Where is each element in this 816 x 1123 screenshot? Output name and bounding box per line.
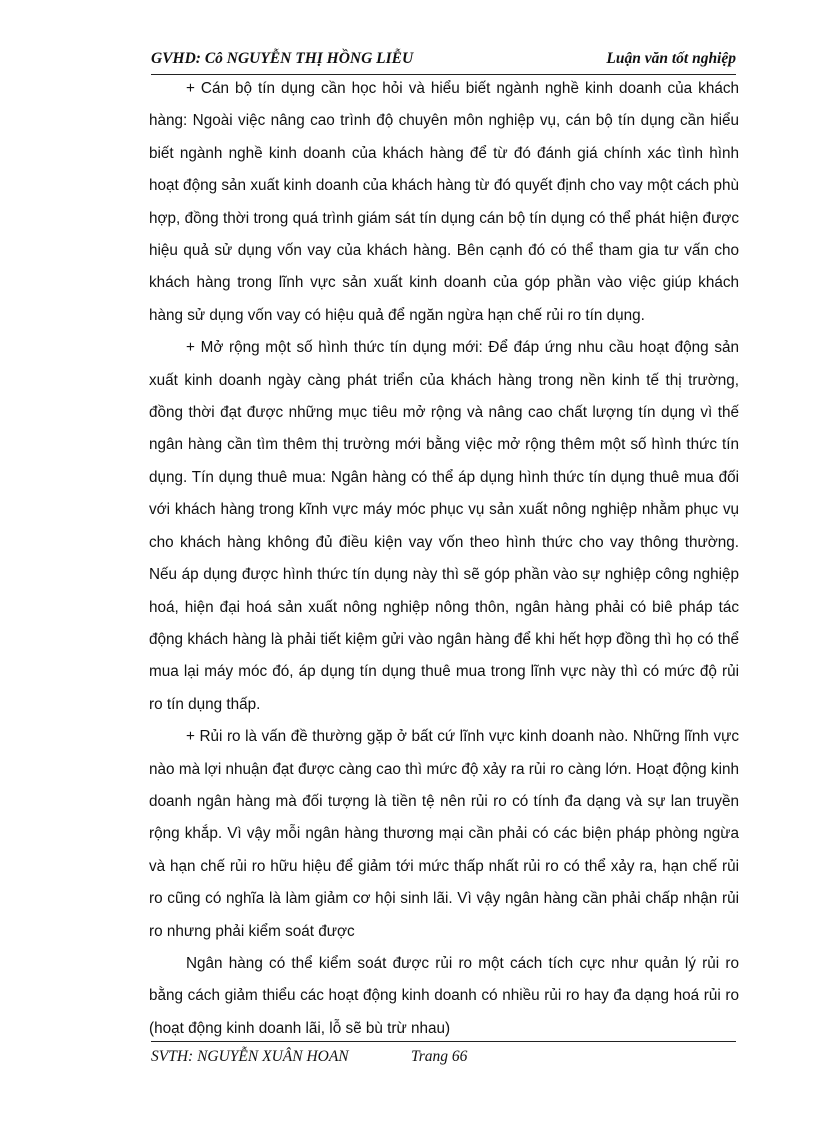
body-text [149, 73, 739, 1045]
header-supervisor: GVHD: Cô NGUYỄN THỊ HỒNG LIỄU [151, 50, 414, 67]
footer-page-number: Trang 66 [411, 1048, 468, 1065]
paragraph-new-credit-forms: + Mở rộng một số hình thức tín dụng mới: Để đáp ứng nhu cầu hoạt động sản xuất kinh doanh ngày càng phát triển của khách hàng trong nền kinh tế thị trường, đồng thời đạt được những mục tiêu mở rộng và nâng cao chất lượng tín dụng vì thế ngân hàng cần tìm thêm thị trường mới bằng việc mở rộng thêm một số hình thức tín dụng. Tín dụng thuê mua: Ngân hàng có thể áp dụng hình thức tín dụng thuê mua đối với khách hàng trong kĩnh vực máy móc phục vụ sản xuất nông nghiệp nhằm phục vụ cho khách hàng không đủ điều kiện vay vốn theo hình thức cho vay thông thường. Nếu áp dụng được hình thức tín dụng này thì sẽ góp phần vào sự nghiệp công nghiệp hoá, hiện đại hoá sản xuất nông nghiệp nông thôn, ngân hàng phải có biê pháp tác động khách hàng là phải tiết kiệm gửi vào ngân hàng để khi hết hợp đồng thì họ có thể mua lại máy móc đó, áp dụng tín dụng thuê mua trong lĩnh vực này thì có mức độ rủi ro tín dụng thấp. [149, 339, 739, 713]
paragraph-risk: + Rủi ro là vấn đề thường gặp ở bất cứ lĩnh vực kinh doanh nào. Những lĩnh vực nào mà lợi nhuận đạt được càng cao thì mức độ xảy ra rủi ro càng lớn. Hoạt động kinh doanh ngân hàng mà đối tượng là tiền tệ nên rủi ro có tính đa dạng và sự lan truyền rộng khắp. Vì vậy mỗi ngân hàng thương mại cần phải có các biện pháp phòng ngừa và hạn chế rủi ro hữu hiệu để giảm tới mức thấp nhất rủi ro có thể xảy ra, hạn chế rủi ro cũng có nghĩa là làm giảm cơ hội sinh lãi. Vì vậy ngân hàng cần phải chấp nhận rủi ro nhưng phải kiểm soát được [149, 728, 739, 940]
paragraph-credit-staff: + Cán bộ tín dụng cần học hỏi và hiểu biết ngành nghề kinh doanh của khách hàng: Ngoài việc nâng cao trình độ chuyên môn nghiệp vụ, cán bộ tín dụng cần hiểu biết ngành nghề kinh doanh của khách hàng để từ đó đánh giá chính xác tình hình hoạt động sản xuất kinh doanh của khách hàng từ đó quyết định cho vay một cách phù hợp, đồng thời trong quá trình giám sát tín dụng cán bộ tín dụng có thể phát hiện được hiệu quả sử dụng vốn vay của khách hàng. Bên cạnh đó có thể tham gia tư vấn cho khách hàng trong lĩnh vực sản xuất kinh doanh của góp phần vào việc giúp khách hàng sử dụng vốn vay có hiệu quả để ngăn ngừa hạn chế rủi ro tín dụng. [149, 80, 739, 324]
footer-student: SVTH: NGUYỄN XUÂN HOAN [151, 1048, 349, 1065]
header-thesis-title: Luận văn tốt nghiệp [606, 50, 736, 67]
page-header [151, 50, 736, 75]
page-footer [151, 1041, 736, 1072]
paragraph-risk-control: Ngân hàng có thể kiểm soát được rủi ro một cách tích cực như quản lý rủi ro bằng cách giảm thiểu các hoạt động kinh doanh có nhiều rủi ro hay đa dạng hoá rủi ro (hoạt động kinh doanh lãi, lỗ sẽ bù trừ nhau) [149, 954, 739, 1037]
